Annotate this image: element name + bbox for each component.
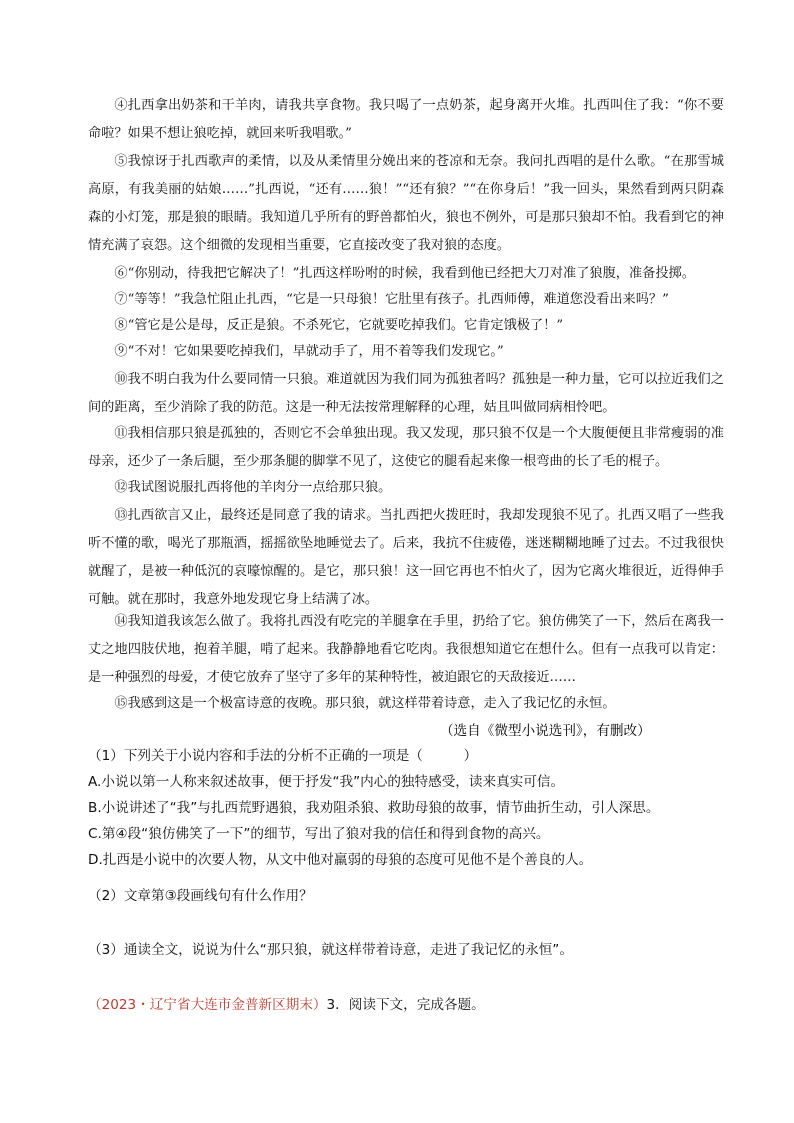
paragraph-9: ⑨“不对！它如果要吃掉我们，早就动手了，用不着等我们发现它。” [114, 344, 504, 359]
question-1-stem: （1）下列关于小说内容和手法的分析不正确的一项是（ ） [88, 748, 478, 764]
paragraph-8: ⑧“管它是公是母，反正是狼。不杀死它，它就要吃掉我们。它肯定饿极了！” [114, 318, 564, 333]
paragraph-11: ⑪我相信那只狼是孤独的，否则它不会单独出现。我又发现，那只狼不仅是一个大腹便便且非常瘦弱的准母亲，还少了一条后腿，至少那条腿的脚掌不见了，这使它的腿看起来像一根弯曲的长了毛的棍子。 [88, 426, 724, 469]
paragraph-12: ⑫我试图说服扎西将他的羊肉分一点给那只狼。 [114, 480, 392, 495]
paragraph-4: ④扎西拿出奶茶和干羊肉，请我共享食物。我只喝了一点奶茶，起身离开火堆。扎西叫住了我：“你不要命啦？如果不想让狼吃掉，就回来听我唱歌。” [88, 98, 724, 141]
paragraph-15: ⑮我感到这是一个极富诗意的夜晚。那只狼，就这样带着诗意，走入了我记忆的永恒。 [114, 696, 616, 711]
next-question-header [88, 993, 728, 1017]
paragraph-14: ⑭我知道我该怎么做了。我将扎西没有吃完的羊腿拿在手里，扔给了它。狼仿佛笑了一下，然后在离我一丈之地四肢伏地，抱着羊腿，啃了起来。我静静地看它吃肉。我很想知道它在想什么。但有一点我可以肯定：是一种强烈的母爱，才使它放弃了坚守了多年的某种特性，被迫跟它的天敌接近…… [88, 614, 724, 685]
question-1-option-c: C.第④段“狼仿佛笑了一下”的细节，写出了狼对我的信任和得到食物的高兴。 [88, 826, 550, 842]
paragraph-6: ⑥“你别动，待我把它解决了！”扎西这样吩咐的时候，我看到他已经把大刀对准了狼腹，准备投掷。 [114, 266, 695, 281]
next-question-text: 3．阅读下文，完成各题。 [326, 997, 485, 1013]
paragraph-13: ⑬扎西欲言又止，最终还是同意了我的请求。当扎西把火拨旺时，我却发现狼不见了。扎西又唱了一些我听不懂的歌，喝光了那瓶酒，摇摇欲坠地睡觉去了。后来，我抗不住疲倦，迷迷糊糊地睡了过去。不过我很快就醒了，是被一种低沉的哀嚎惊醒的。是它，那只狼！这一回它再也不怕火了，因为它离火堆很近，近得伸手可触。就在那时，我意外地发现它身上结满了冰。 [88, 508, 724, 607]
question-1-option-d: D.扎西是小说中的次要人物，从文中他对羸弱的母狼的态度可见他不是个善良的人。 [88, 852, 593, 868]
question-1 [88, 744, 728, 872]
paragraph-7: ⑦“等等！”我急忙阻止扎西，“它是一只母狼！它肚里有孩子。扎西师傅，难道您没看出来吗？” [114, 292, 669, 307]
source-note: （选自《微型小说选刊》，有删改） [440, 723, 651, 739]
question-1-option-a: A.小说以第一人称来叙述故事，便于抒发“我”内心的独特感受，读来真实可信。 [88, 774, 565, 790]
paragraph-10: ⑩我不明白我为什么要同情一只狼。难道就因为我们同为孤独者吗？孤独是一种力量，它可以拉近我们之间的距离，至少消除了我的防范。这是一种无法按常理解释的心理，姑且叫做同病相怜吧。 [88, 372, 724, 415]
question-3: （3）通读全文，说说为什么“那只狼，就这样带着诗意，走进了我记忆的永恒”。 [88, 942, 573, 958]
question-2: （2）文章第③段画线句有什么作用？ [88, 888, 313, 904]
exam-source-tag: （2023・辽宁省大连市金普新区期末） [88, 997, 327, 1013]
question-1-option-b: B.小说讲述了“我”与扎西荒野遇狼，我劝阻杀狼、救助母狼的故事，情节曲折生动，引人深思。 [88, 800, 660, 816]
paragraph-5: ⑤我惊讶于扎西歌声的柔情，以及从柔情里分娩出来的苍凉和无奈。我问扎西唱的是什么歌。“在那雪城高原，有我美丽的姑娘……”扎西说，“还有……狼！”“还有狼？”“在你身后！”我一回头，果然看到两只阴森森的小灯笼，那是狼的眼睛。我知道几乎所有的野兽都怕火，狼也不例外，可是那只狼却不怕。我看到它的神情充满了哀怨。这个细微的发现相当重要，它直接改变了我对狼的态度。 [88, 154, 724, 253]
